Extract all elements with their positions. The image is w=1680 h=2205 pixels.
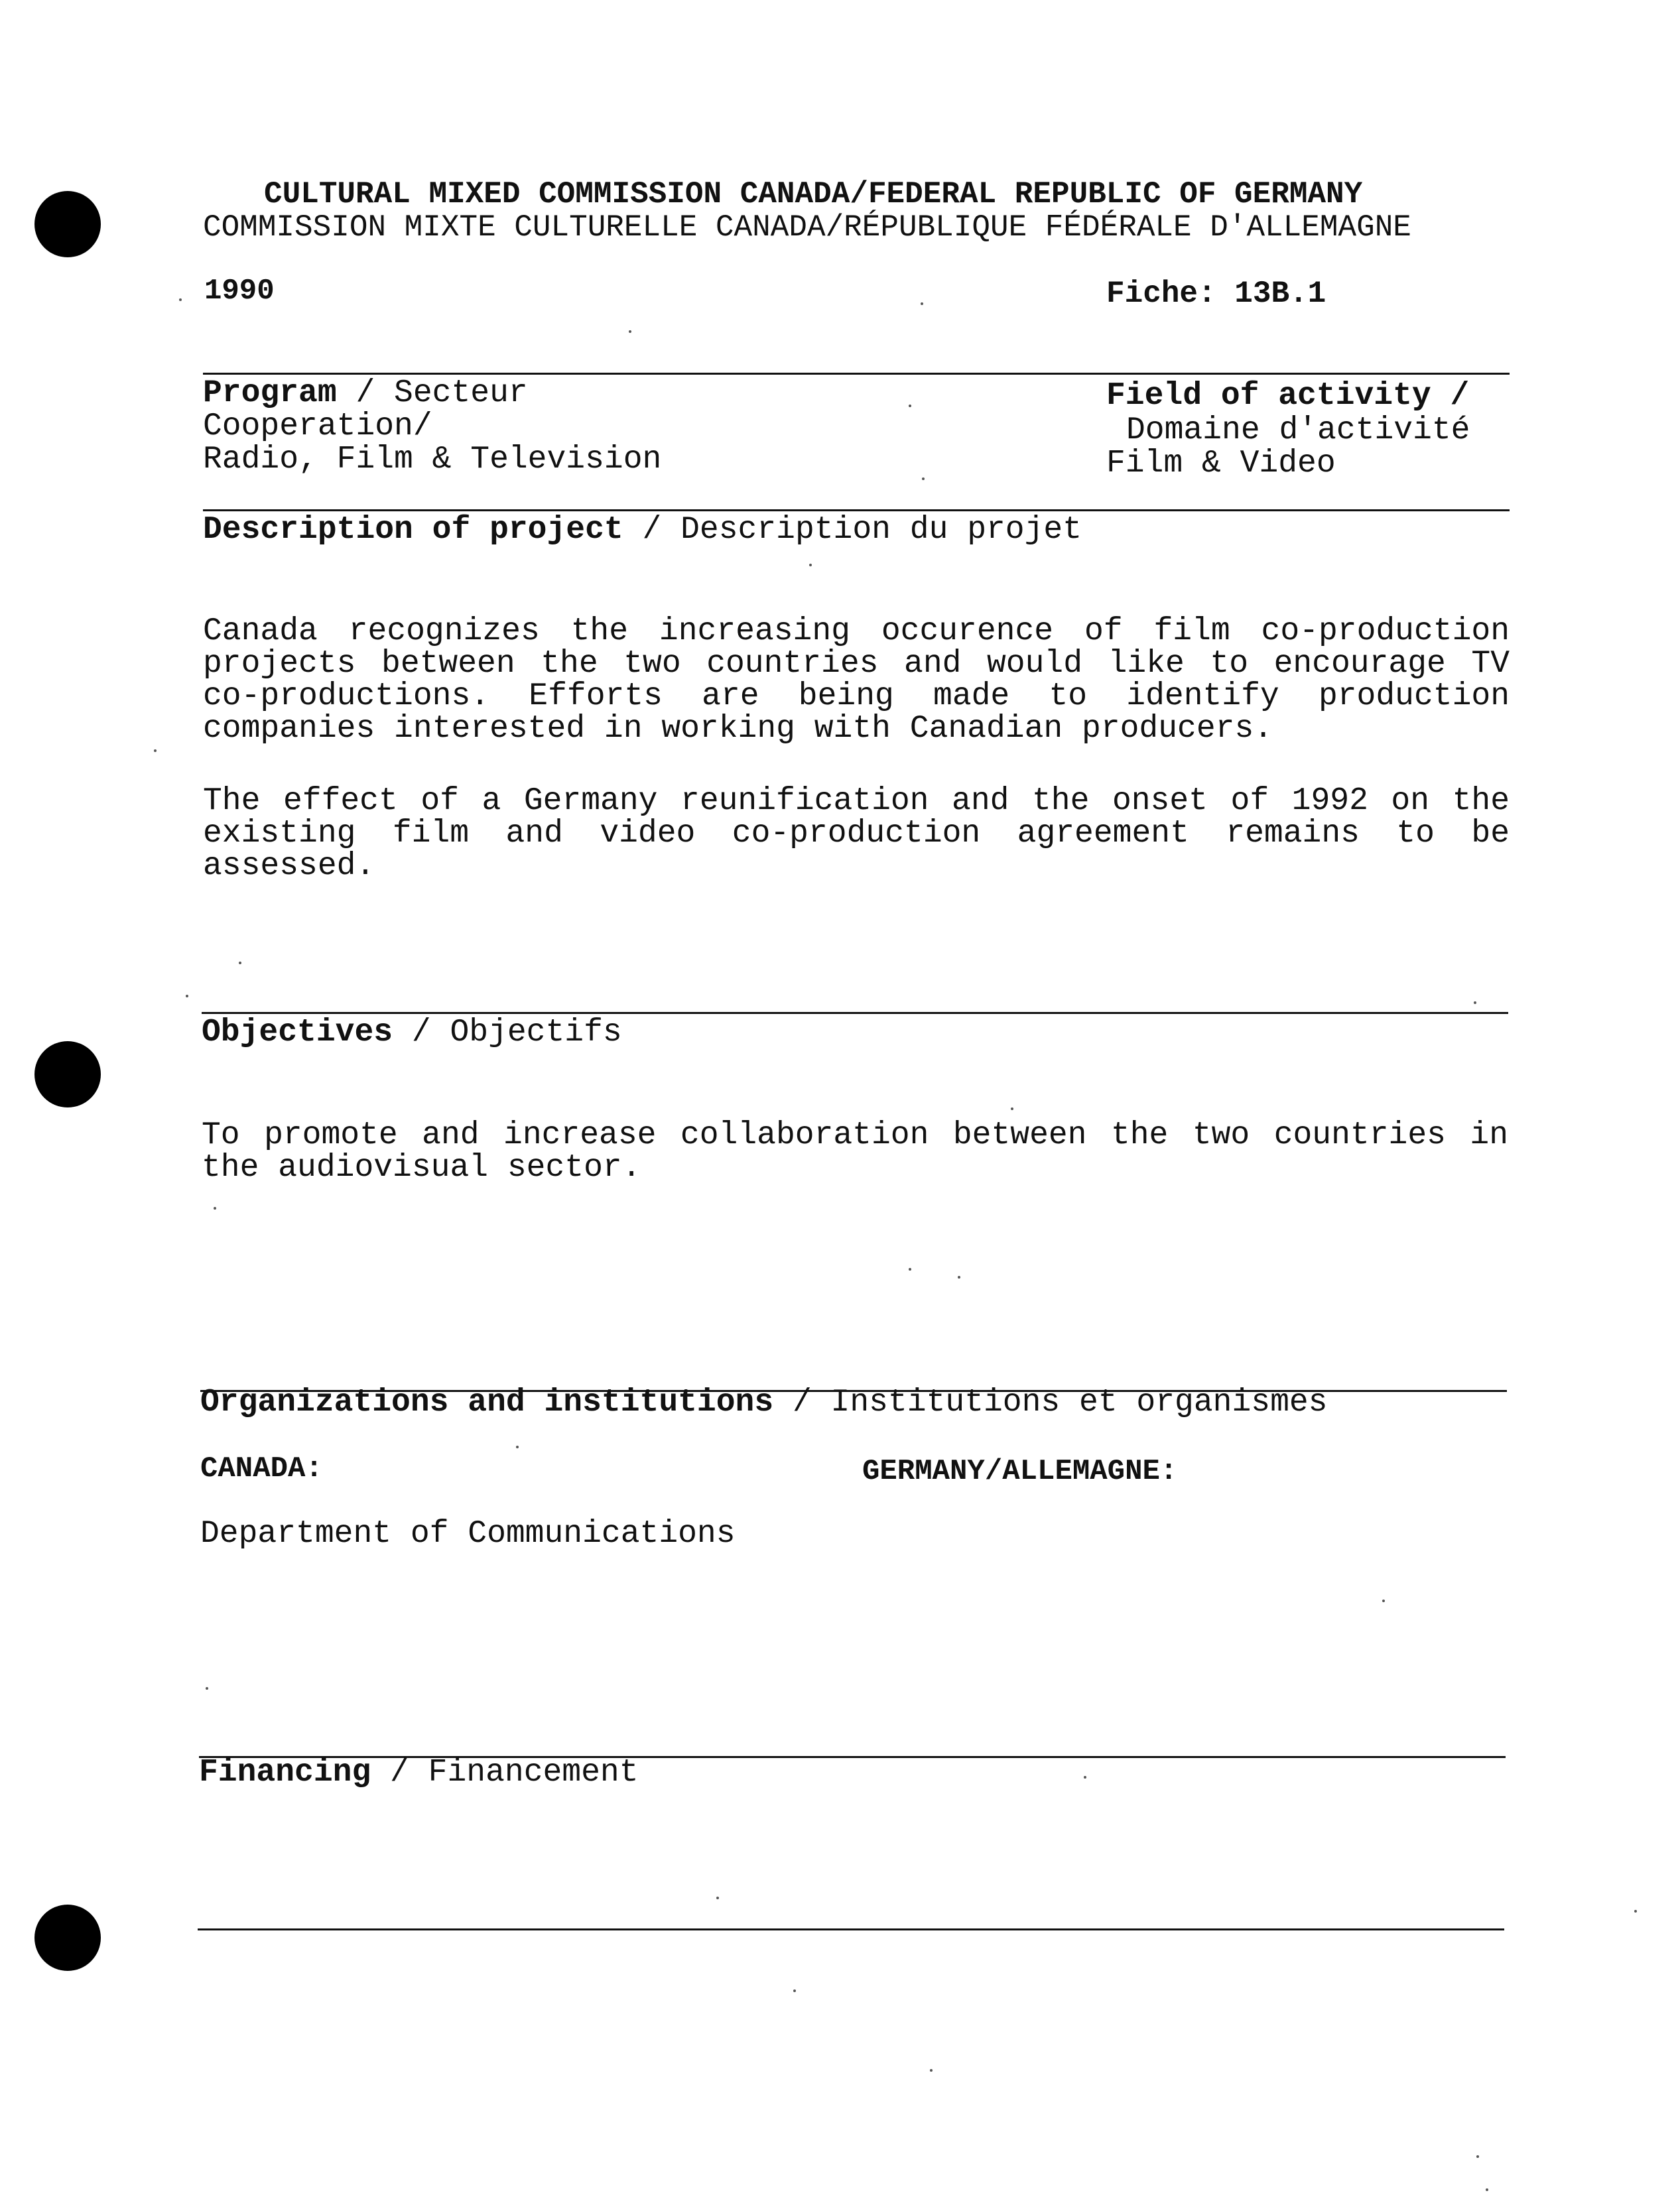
financing-heading-bold: Financing [199, 1755, 371, 1791]
punch-hole-middle [34, 1041, 101, 1107]
program-value-line1: Cooperation/ [203, 409, 432, 444]
program-label [203, 377, 528, 410]
objectives-heading-bold: Objectives [202, 1015, 393, 1050]
description-heading-rest: / Description du projet [623, 512, 1082, 548]
program-label-bold: Program [203, 375, 337, 411]
canada-label: CANADA: [200, 1452, 323, 1485]
scan-speck [958, 1276, 960, 1279]
organizations-heading [200, 1386, 1327, 1419]
scan-speck [1382, 1600, 1385, 1602]
canada-organization: Department of Communications [200, 1516, 736, 1552]
scan-speck [909, 1268, 911, 1271]
title-french: COMMISSION MIXTE CULTURELLE CANADA/RÉPUBLIQUE FÉDÉRALE D'ALLEMAGNE [203, 210, 1411, 245]
scan-speck [206, 1687, 208, 1690]
germany-label: GERMANY/ALLEMAGNE: [862, 1455, 1178, 1488]
description-paragraph-1: Canada recognizes the increasing occurence of film co-production projects between the two countries and would like to encourage TV co-productions. Efforts are being made to identify production companies interested in working with Canadian producers. [203, 613, 1510, 747]
scan-speck [793, 1989, 796, 1992]
punch-hole-top [34, 191, 101, 257]
scan-speck [179, 298, 182, 301]
field-label-french: Domaine d'activité [1126, 412, 1470, 448]
scan-speck [1486, 2188, 1488, 2191]
field-label: Field of activity / [1106, 378, 1470, 414]
financing-heading [199, 1756, 639, 1789]
section-rule [203, 509, 1510, 511]
scan-speck [922, 477, 925, 480]
scan-speck [1011, 1107, 1013, 1110]
section-rule [202, 1012, 1508, 1014]
scan-speck [716, 1897, 719, 1899]
objectives-heading-rest: / Objectifs [393, 1015, 622, 1050]
section-rule [203, 373, 1510, 375]
financing-heading-rest: / Financement [371, 1755, 639, 1791]
field-value: Film & Video [1106, 446, 1336, 481]
section-rule [198, 1928, 1504, 1930]
scan-speck [239, 962, 241, 964]
scan-speck [516, 1446, 519, 1448]
description-paragraph-2: The effect of a Germany reunification and the onset of 1992 on the existing film and video co-production agreement remains to be assessed. [203, 783, 1510, 884]
scan-speck [1084, 1776, 1086, 1779]
fiche-number: Fiche: 13B.1 [1106, 277, 1326, 311]
scan-speck [1476, 2155, 1479, 2158]
objectives-text: To promote and increase collaboration between the two countries in the audiovisual sector. [202, 1117, 1508, 1186]
scan-speck [930, 2069, 933, 2072]
organizations-heading-rest: / Institutions et organismes [773, 1385, 1328, 1420]
scan-speck [186, 995, 188, 997]
year: 1990 [204, 275, 275, 308]
punch-hole-bottom [34, 1905, 101, 1971]
description-heading [203, 513, 1082, 546]
title-english: CULTURAL MIXED COMMISSION CANADA/FEDERAL REPUBLIC OF GERMANY [264, 177, 1363, 212]
scan-speck [909, 405, 911, 407]
organizations-heading-bold: Organizations and institutions [200, 1385, 774, 1420]
scan-speck [1474, 1001, 1476, 1004]
scan-speck [809, 564, 812, 566]
scan-speck [921, 302, 923, 305]
objectives-heading [202, 1016, 622, 1049]
description-heading-bold: Description of project [203, 512, 623, 548]
scan-speck [154, 749, 157, 752]
program-value-line2: Radio, Film & Television [203, 442, 662, 477]
scan-speck [1634, 1910, 1637, 1913]
scan-speck [629, 330, 631, 333]
scan-speck [214, 1207, 216, 1210]
program-label-rest: / Secteur [336, 375, 528, 411]
